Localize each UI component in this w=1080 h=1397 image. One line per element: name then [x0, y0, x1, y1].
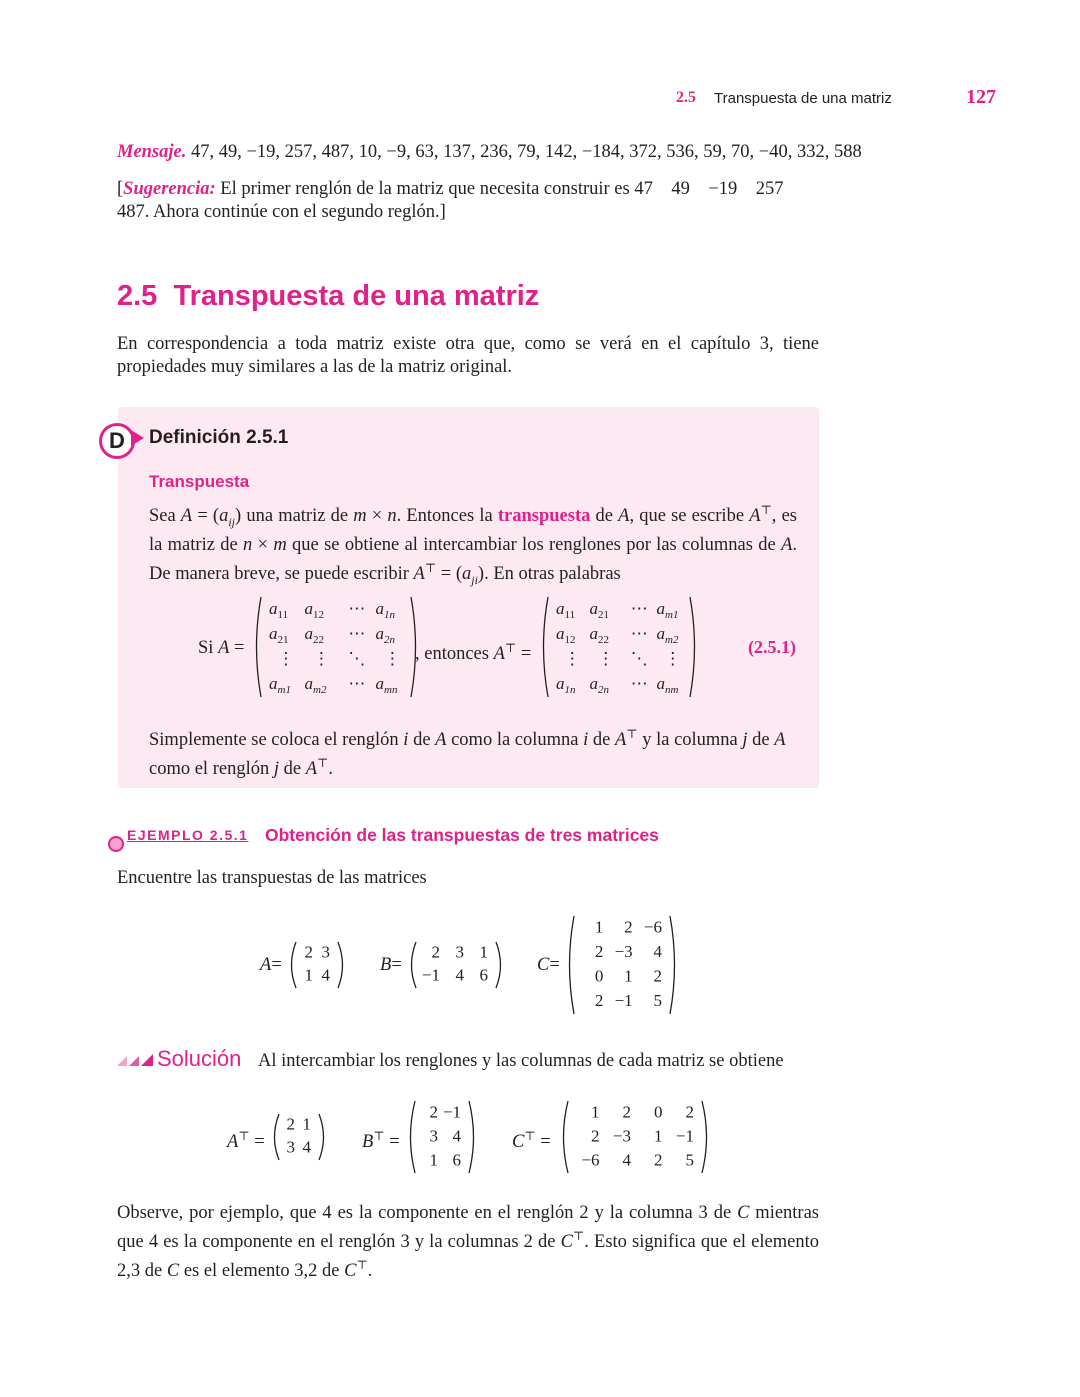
definition-body — [149, 499, 797, 592]
matrix-cell: $a_{m1}$ — [269, 674, 291, 696]
def-text: . De manera breve, se puede escribir — [149, 534, 797, 584]
eq-text: , entonces — [415, 644, 494, 665]
def-var: A — [749, 506, 761, 527]
matrix-cell: 1 — [304, 965, 313, 985]
matrix-cell: 2 — [654, 1150, 663, 1170]
matrix-cell: 5 — [685, 1150, 694, 1170]
matrix-cell: $a_{12}$ — [556, 624, 576, 646]
matrix-cell: 2 — [429, 1102, 438, 1122]
matrix-paren-right — [670, 916, 675, 1014]
final-text: Observe, por ejemplo, que 4 es la componente en el renglón 2 y la columna 3 de — [117, 1203, 738, 1223]
def-text: . — [328, 759, 333, 780]
matrix-cell: 4 — [321, 965, 330, 985]
eq-entonces-label — [415, 637, 531, 666]
definition-badge-icon: D — [99, 423, 135, 459]
definition-title: Definición 2.5.1 — [149, 427, 289, 448]
eq-text: = — [229, 638, 245, 658]
matrix-cell: ⋯ — [348, 624, 366, 643]
def-subscript: ij — [228, 514, 236, 529]
def-var: A — [618, 506, 630, 527]
matrix-cell: 1 — [594, 917, 604, 937]
eq-var: B — [380, 955, 392, 975]
eq-transpose-sup: ⊤ — [504, 641, 517, 655]
matrix-cell: $a_{nm}$ — [656, 674, 679, 696]
matrix-cell: ⋯ — [348, 599, 366, 618]
sugerencia-label: Sugerencia: — [123, 179, 216, 199]
matrix-cell: 5 — [653, 991, 662, 1011]
matrix-A — [287, 938, 347, 992]
eq-transpose-sup: ⊤ — [238, 1129, 250, 1143]
matrix-cell: −3 — [614, 942, 633, 962]
def-var: n — [387, 506, 397, 527]
matrix-cell: 2 — [685, 1102, 694, 1122]
matrix-cell: 1 — [591, 1102, 600, 1122]
final-paragraph — [117, 1202, 819, 1283]
matrix-AT — [270, 1110, 328, 1164]
def-text: Sea — [149, 506, 181, 527]
matrix-cell: ⋱ — [348, 649, 366, 668]
final-transpose-sup: ⊤ — [356, 1258, 368, 1273]
final-var: C — [560, 1232, 573, 1253]
def-transpose-sup: ⊤ — [317, 756, 329, 771]
matrix-cell: ⋯ — [348, 674, 366, 693]
def-transpose-sup: ⊤ — [424, 560, 437, 575]
def-subscript: ji — [471, 572, 478, 587]
matrix-cell: $a_{21}$ — [589, 599, 609, 621]
matrix-C — [565, 912, 679, 1018]
eq-var: A — [260, 955, 272, 975]
eq-var: C — [537, 955, 550, 975]
matrix-paren-right — [338, 942, 343, 988]
matrix-cell: 6 — [452, 1150, 461, 1170]
final-var: C — [737, 1203, 750, 1223]
matrix-cell: 4 — [452, 1126, 461, 1146]
matrix-cell: −3 — [612, 1126, 631, 1146]
def-text: , es la matriz de — [149, 506, 797, 555]
definition-arrow-icon — [131, 430, 144, 446]
matrix-cell: −6 — [643, 917, 662, 937]
matrix-paren-right — [690, 597, 695, 697]
definition-closing — [149, 723, 797, 781]
matrix-cell: −1 — [675, 1126, 694, 1146]
matrix-paren-right — [702, 1101, 707, 1173]
equation-number: (2.5.1) — [748, 637, 796, 657]
final-text: . — [367, 1261, 373, 1282]
sugerencia-bracket: [ — [117, 179, 124, 199]
section-number: 2.5 — [117, 280, 158, 312]
def-text: . Entonces la — [396, 506, 498, 527]
matrix-cell: −6 — [581, 1150, 600, 1170]
eq-transpose-sup: ⊤ — [373, 1129, 385, 1143]
def-transpose-sup: ⊤ — [626, 727, 638, 741]
solution-label: Solución — [157, 1046, 242, 1071]
eq-var: C — [512, 1132, 525, 1153]
example-intro: Encuentre las transpuestas de las matrices — [117, 868, 427, 888]
matrix-cell: ⋯ — [630, 674, 648, 693]
matrix-cell: $a_{mn}$ — [375, 674, 398, 696]
section-heading — [117, 280, 539, 313]
final-transpose-sup: ⊤ — [572, 1229, 585, 1243]
matrix-cell: 1 — [429, 1150, 438, 1170]
def-text: como la columna — [446, 730, 584, 751]
matrix-cell: 3 — [455, 942, 464, 962]
solution-BT-label: B⊤ = — [362, 1129, 400, 1153]
matrix-cell: 4 — [455, 965, 464, 985]
matrix-cell: 3 — [321, 942, 330, 962]
header-section-number: 2.5 — [676, 89, 696, 106]
example-C-label: C= — [537, 955, 560, 975]
matrix-cell: 0 — [654, 1102, 663, 1122]
def-var: a — [219, 506, 229, 527]
matrix-cell: 1 — [654, 1126, 663, 1146]
def-var: A — [180, 506, 193, 527]
matrix-cell: $a_{12}$ — [304, 599, 324, 621]
final-text: es el elemento 3,2 de — [179, 1261, 345, 1282]
matrix-cell: 0 — [594, 966, 604, 986]
def-text: = ( — [436, 564, 462, 584]
matrix-cell: $a_{22}$ — [304, 624, 324, 646]
matrix-CT — [559, 1097, 711, 1177]
def-var: A — [614, 730, 627, 751]
matrix-paren-left — [292, 942, 297, 988]
matrix-BT — [406, 1097, 478, 1177]
example-title: Obtención de las transpuestas de tres matrices — [265, 825, 659, 845]
matrix-paren-right — [469, 1101, 474, 1173]
sugerencia-text: El primer renglón de la matriz que necesita construir es 47 49 −19 257 487. Ahora continúe con el segundo reglón.] — [117, 179, 803, 222]
eq-transpose-sup: ⊤ — [524, 1129, 536, 1143]
matrix-cell: $a_{11}$ — [269, 599, 289, 621]
mensaje-text: 47, 49, −19, 257, 487, 10, −9, 63, 137, 236, 79, 142, −184, 372, 536, 59, 70, −40, 332, 588 — [186, 142, 862, 162]
matrix-cell: $a_{22}$ — [589, 624, 609, 646]
def-text: Simplemente se coloca el renglón — [149, 730, 404, 751]
def-text: de — [588, 730, 615, 751]
matrix-cell: $a_{m1}$ — [656, 599, 679, 621]
matrix-cell: 4 — [653, 942, 662, 962]
header-section-title: Transpuesta de una matriz — [714, 90, 892, 107]
example-bullet-icon — [108, 836, 124, 852]
sugerencia-paragraph — [117, 178, 819, 224]
def-var: A — [435, 730, 447, 751]
matrix-cell: 2 — [624, 917, 633, 937]
solution-arrow-mid-icon — [129, 1056, 139, 1066]
solution-arrow-light-icon — [117, 1056, 127, 1066]
matrix-paren-left — [411, 1101, 416, 1173]
definition-term: Transpuesta — [149, 472, 250, 491]
def-var: a — [462, 564, 472, 584]
solution-text: Al intercambiar los renglones y las columnas de cada matriz se obtiene — [258, 1051, 784, 1071]
matrix-cell: 3 — [429, 1126, 438, 1146]
matrix-paren-left — [544, 597, 549, 697]
def-text: que se obtiene al intercambiar los renglones por las columnas de — [286, 534, 782, 555]
matrix-cell: 2 — [431, 942, 440, 962]
def-text: × — [366, 506, 388, 527]
matrix-cell: ⋮ — [277, 649, 295, 668]
eq-var: B — [362, 1132, 374, 1153]
def-text: de — [747, 730, 775, 751]
def-var: m — [273, 534, 287, 555]
def-text: y la columna — [637, 730, 743, 751]
matrix-cell: $a_{1n}$ — [375, 599, 395, 621]
matrix-cell: 2 — [594, 942, 604, 962]
solution-arrows-icon — [117, 1052, 155, 1068]
matrix-A-general — [252, 593, 420, 701]
solution-arrow-dark-icon — [141, 1054, 153, 1066]
eq-var: A — [227, 1132, 239, 1153]
matrix-paren-left — [564, 1101, 569, 1173]
mensaje-line — [117, 141, 862, 164]
section-intro: En correspondencia a toda matriz existe otra que, como se verá en el capítulo 3, tiene propiedades muy similares a las de la matriz original. — [117, 334, 819, 377]
section-title: Transpuesta de una matriz — [173, 280, 540, 312]
def-var: m — [353, 506, 367, 527]
solution-CT-label: C⊤ = — [512, 1129, 551, 1153]
matrix-cell: 2 — [594, 991, 604, 1011]
matrix-cell: 6 — [479, 965, 488, 985]
def-var: n — [243, 534, 253, 555]
matrix-cell: 4 — [622, 1150, 631, 1170]
matrix-B — [407, 938, 505, 992]
matrix-cell: ⋮ — [597, 649, 615, 668]
def-text: de — [408, 730, 436, 751]
def-text: × — [252, 534, 274, 555]
def-text: de — [278, 759, 306, 780]
matrix-cell: ⋱ — [630, 649, 648, 668]
def-text: ) una matriz de — [235, 506, 354, 527]
matrix-cell: $a_{1n}$ — [556, 674, 576, 696]
example-A-label: A= — [260, 955, 282, 975]
def-var: A — [774, 730, 786, 751]
matrix-cell: ⋯ — [630, 599, 648, 618]
matrix-paren-right — [319, 1114, 324, 1160]
def-text: de — [590, 506, 619, 527]
matrix-cell: 1 — [302, 1114, 311, 1134]
matrix-cell: 4 — [302, 1137, 311, 1157]
matrix-cell: 1 — [479, 942, 488, 962]
final-text: mientras que 4 es la componente en el renglón 3 y la columnas 2 de — [117, 1203, 820, 1253]
matrix-cell: ⋮ — [383, 649, 401, 668]
matrix-cell: ⋮ — [664, 649, 682, 668]
def-var: A — [413, 564, 425, 584]
matrix-cell: $a_{m2}$ — [656, 624, 679, 646]
matrix-cell: 2 — [591, 1126, 600, 1146]
final-var: C — [166, 1261, 180, 1282]
matrix-paren-left — [412, 942, 417, 988]
eq-var: A — [218, 638, 230, 658]
eq-si-label — [198, 637, 244, 660]
matrix-cell: −1 — [442, 1102, 461, 1122]
def-var: A — [781, 534, 793, 555]
def-var: j — [742, 730, 748, 751]
def-text: = ( — [192, 506, 220, 527]
def-term-bold: transpuesta — [497, 506, 591, 527]
eq-var: A — [493, 644, 505, 665]
matrix-cell: ⋮ — [312, 649, 330, 668]
matrix-cell: $a_{m2}$ — [304, 674, 327, 696]
example-label: EJEMPLO 2.5.1 — [127, 827, 249, 843]
matrix-paren-left — [275, 1114, 280, 1160]
matrix-cell: $a_{21}$ — [269, 624, 289, 646]
final-var: C — [344, 1261, 357, 1282]
eq-text: = — [516, 644, 532, 665]
matrix-cell: $a_{11}$ — [556, 599, 576, 621]
matrix-paren-right — [496, 942, 501, 988]
matrix-cell: 1 — [624, 966, 633, 986]
matrix-cell: 2 — [622, 1102, 631, 1122]
def-var: j — [273, 759, 279, 780]
def-var: A — [305, 759, 318, 780]
matrix-cell: 2 — [653, 966, 662, 986]
def-text: ). En otras palabras — [477, 564, 621, 584]
matrix-AT-general — [539, 593, 699, 701]
matrix-cell: 3 — [286, 1137, 295, 1157]
matrix-paren-left — [257, 597, 262, 697]
matrix-cell: ⋯ — [630, 624, 648, 643]
matrix-cell: −1 — [614, 991, 633, 1011]
matrix-cell: −1 — [421, 965, 440, 985]
eq-text: Si — [198, 638, 219, 658]
matrix-cell: ⋮ — [563, 649, 581, 668]
final-text: . Esto significa que el elemento 2,3 de — [117, 1232, 819, 1282]
matrix-paren-left — [570, 916, 575, 1014]
solution-AT-label: A⊤ = — [227, 1129, 265, 1153]
def-text: , que se escribe — [629, 506, 750, 527]
page-number: 127 — [966, 86, 996, 108]
matrix-cell: 2 — [304, 942, 313, 962]
matrix-cell: 2 — [286, 1114, 295, 1134]
matrix-cell: $a_{2n}$ — [375, 624, 395, 646]
example-B-label: B= — [380, 955, 402, 975]
def-var: i — [583, 730, 589, 751]
matrix-cell: $a_{2n}$ — [589, 674, 609, 696]
mensaje-label: Mensaje. — [117, 142, 187, 162]
def-var: i — [403, 730, 409, 751]
def-text: como el renglón — [149, 759, 274, 780]
def-transpose-sup: ⊤ — [760, 503, 772, 517]
